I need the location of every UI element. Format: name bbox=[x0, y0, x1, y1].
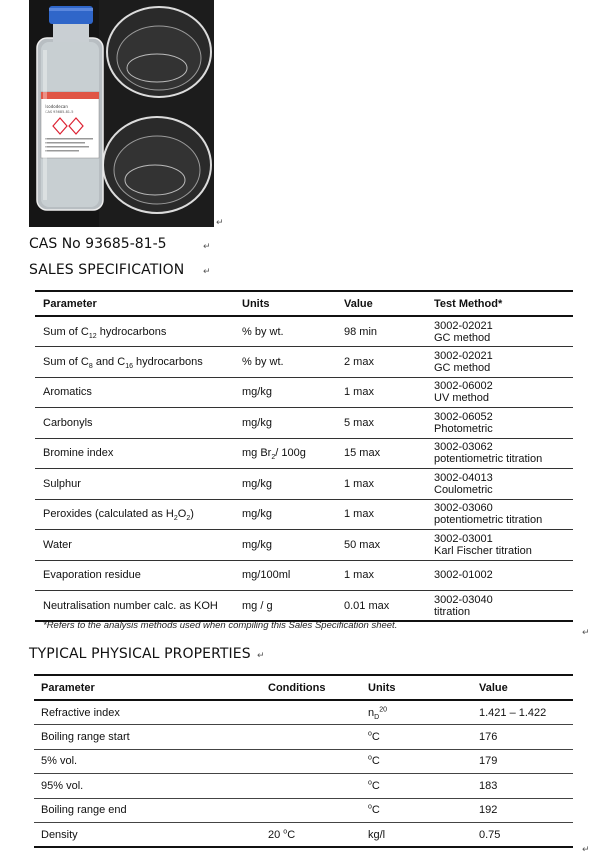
cell-conditions bbox=[261, 749, 361, 774]
table-row bbox=[35, 499, 573, 530]
cell-units: mg $Br_2/$ 100g bbox=[242, 447, 306, 462]
cell-test-method bbox=[426, 408, 573, 439]
cell-test-method bbox=[426, 499, 573, 530]
cell-parameter: Carbonyls bbox=[43, 416, 93, 429]
table-header-row bbox=[34, 675, 573, 700]
product-photo-illustration bbox=[29, 0, 214, 227]
table-row bbox=[35, 469, 573, 500]
test-method-code: 3002-06052 bbox=[434, 410, 493, 423]
table-row bbox=[35, 408, 573, 439]
test-method-name: titration bbox=[434, 605, 471, 618]
cell-parameter: Sum of $C_8$ and $C_{16}$ hydrocarbons bbox=[43, 355, 203, 370]
product-photo bbox=[29, 0, 214, 227]
cell-value: 1 max bbox=[344, 569, 374, 582]
column-header-parameter: Parameter bbox=[43, 297, 97, 310]
cas-number-heading: CAS No 93685-81-5 bbox=[29, 236, 167, 252]
test-method-code: 3002-03040 bbox=[434, 593, 493, 606]
cell-parameter: Aromatics bbox=[43, 386, 92, 399]
cell-units: $n_D^{20}$ bbox=[368, 705, 387, 721]
cell-value: 0.75 bbox=[479, 828, 501, 841]
cell-parameter: Boiling range start bbox=[41, 730, 130, 743]
test-method-name: GC method bbox=[434, 361, 491, 374]
cell-conditions: 20 $^o$C bbox=[268, 827, 296, 841]
column-header-conditions: Conditions bbox=[268, 681, 326, 694]
return-mark: ↵ bbox=[216, 218, 224, 228]
test-method-name: potentiometric titration bbox=[434, 453, 543, 466]
column-header-parameter: Parameter bbox=[41, 681, 95, 694]
cell-value: 176 bbox=[479, 730, 498, 743]
table-row bbox=[35, 560, 573, 591]
cell-value: 179 bbox=[479, 755, 498, 768]
table-row bbox=[34, 749, 573, 774]
table-row bbox=[34, 823, 573, 848]
cell-units: mg/kg bbox=[242, 416, 272, 429]
label-line-2: CAS 93685-81-5 bbox=[45, 110, 74, 114]
cell-test-method bbox=[426, 560, 573, 591]
cell-units: mg/100ml bbox=[242, 569, 291, 582]
cell-test-method bbox=[426, 469, 573, 500]
cell-value: 1 max bbox=[344, 477, 374, 490]
cell-parameter: Neutralisation number calc. as KOH bbox=[43, 599, 218, 612]
table-row bbox=[35, 316, 573, 347]
cell-units: $^o$C bbox=[368, 779, 380, 792]
cell-test-method bbox=[426, 591, 573, 622]
cell-conditions bbox=[261, 774, 361, 799]
table-row bbox=[34, 774, 573, 799]
table-row bbox=[35, 591, 573, 622]
test-method-name: GC method bbox=[434, 331, 491, 344]
cell-parameter: Peroxides (calculated as $H_2O_2$) bbox=[43, 508, 194, 523]
test-method-code: 3002-03062 bbox=[434, 441, 493, 454]
test-method-code: 3002-03060 bbox=[434, 502, 493, 515]
cell-value: 98 min bbox=[344, 325, 378, 338]
cell-conditions bbox=[261, 725, 361, 750]
return-mark: ↵ bbox=[582, 628, 590, 638]
cell-parameter: Refractive index bbox=[41, 706, 120, 719]
cell-value: 50 max bbox=[344, 538, 381, 551]
cell-units: mg/kg bbox=[242, 508, 272, 521]
cell-value: 2 max bbox=[344, 355, 374, 368]
cell-parameter: Evaporation residue bbox=[43, 569, 141, 582]
cell-units: mg/kg bbox=[242, 538, 272, 551]
cell-value: 1 max bbox=[344, 386, 374, 399]
table-row bbox=[35, 438, 573, 469]
cell-units: mg / g bbox=[242, 599, 273, 612]
cell-units: mg/kg bbox=[242, 477, 272, 490]
typical-properties-heading: TYPICAL PHYSICAL PROPERTIES bbox=[29, 646, 251, 662]
cell-units: mg/kg bbox=[242, 386, 272, 399]
test-method-name: Photometric bbox=[434, 422, 493, 435]
test-method-footnote: *Refers to the analysis methods used when compiling this Sales Specification sheet. bbox=[43, 620, 398, 631]
cell-value: 1.421 – 1.422 bbox=[479, 706, 547, 719]
cell-parameter: Water bbox=[43, 538, 72, 551]
cell-value: 1 max bbox=[344, 508, 374, 521]
cell-parameter: Bromine index bbox=[43, 447, 114, 460]
cell-conditions bbox=[261, 798, 361, 823]
test-method-name: UV method bbox=[434, 392, 490, 405]
cell-value: 183 bbox=[479, 779, 498, 792]
test-method-code: 3002-03001 bbox=[434, 532, 493, 545]
cell-value: 5 max bbox=[344, 416, 374, 429]
test-method-code: 3002-04013 bbox=[434, 471, 493, 484]
cell-test-method bbox=[426, 377, 573, 408]
cell-value: 0.01 max bbox=[344, 599, 390, 612]
test-method-code: 3002-06002 bbox=[434, 380, 493, 393]
typical-properties-table bbox=[34, 674, 573, 848]
cell-units: $^o$C bbox=[368, 730, 380, 743]
table-row bbox=[34, 798, 573, 823]
test-method-name: Coulometric bbox=[434, 483, 493, 496]
column-header-units: Units bbox=[242, 297, 270, 310]
test-method-code: 3002-02021 bbox=[434, 319, 493, 332]
column-header-value: Value bbox=[344, 297, 373, 310]
return-mark: ↵ bbox=[582, 845, 590, 855]
cell-test-method bbox=[426, 347, 573, 378]
table-row bbox=[35, 377, 573, 408]
column-header-units: Units bbox=[368, 681, 396, 694]
table-row bbox=[35, 530, 573, 561]
cell-test-method bbox=[426, 530, 573, 561]
cell-units: $^o$C bbox=[368, 754, 380, 768]
sales-specification-table bbox=[35, 290, 573, 622]
cell-parameter: Density bbox=[41, 828, 78, 841]
cell-parameter: Sum of $C_{12}$ hydrocarbons bbox=[43, 325, 167, 340]
cell-conditions bbox=[261, 700, 361, 725]
return-mark: ↵ bbox=[257, 651, 265, 661]
cell-parameter: 95% vol. bbox=[41, 779, 84, 792]
cell-value: 192 bbox=[479, 804, 498, 817]
column-header-test-method: Test Method* bbox=[434, 297, 503, 310]
cell-test-method bbox=[426, 316, 573, 347]
return-mark: ↵ bbox=[203, 267, 211, 277]
cell-units: % by wt. bbox=[242, 355, 284, 368]
test-method-code: 3002-01002 bbox=[434, 569, 493, 582]
test-method-name: Karl Fischer titration bbox=[434, 544, 532, 557]
table-row bbox=[34, 700, 573, 725]
column-header-value: Value bbox=[479, 681, 508, 694]
table-row bbox=[34, 725, 573, 750]
cell-parameter: 5% vol. bbox=[41, 755, 78, 768]
cell-value: 15 max bbox=[344, 447, 381, 460]
cell-units: % by wt. bbox=[242, 325, 284, 338]
return-mark: ↵ bbox=[203, 242, 211, 252]
table-row bbox=[35, 347, 573, 378]
table-header-row bbox=[35, 291, 573, 316]
cell-units: kg/l bbox=[368, 828, 386, 841]
test-method-code: 3002-02021 bbox=[434, 349, 493, 362]
cell-parameter: Sulphur bbox=[43, 477, 81, 490]
sales-specification-heading: SALES SPECIFICATION bbox=[29, 262, 185, 278]
cell-test-method bbox=[426, 438, 573, 469]
label-line-1: Isododecan bbox=[45, 104, 68, 109]
cell-parameter: Boiling range end bbox=[41, 804, 127, 817]
test-method-name: potentiometric titration bbox=[434, 514, 543, 527]
cell-units: $^o$C bbox=[368, 803, 380, 817]
